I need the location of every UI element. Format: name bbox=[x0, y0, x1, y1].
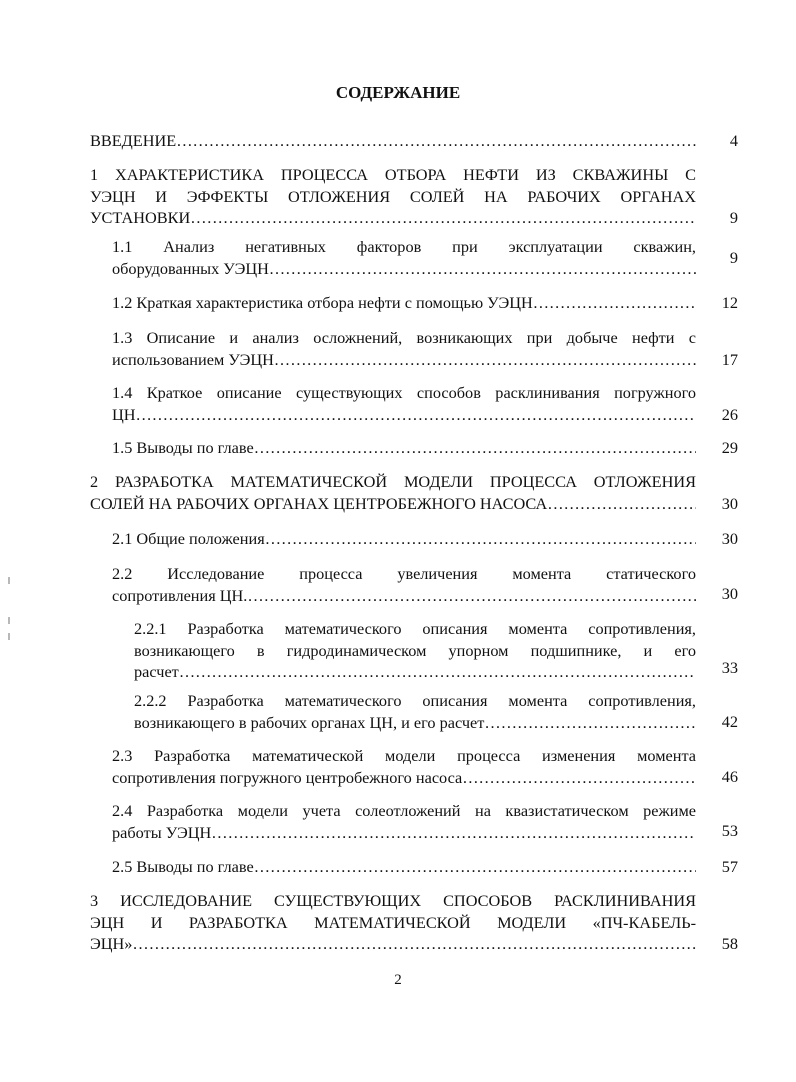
toc-line: 2.2.2 Разработка математического описания момента сопротивления, bbox=[134, 691, 696, 710]
scan-margin-mark bbox=[8, 577, 10, 584]
toc-line: возникающего в гидродинамическом упорном подшипнике, и его bbox=[134, 640, 696, 660]
dot-leader bbox=[247, 585, 696, 607]
toc-line: 1.1 Анализ негативных факторов при эксплуатации скважин, bbox=[112, 237, 696, 256]
toc-page-number: 30 bbox=[721, 529, 738, 548]
toc-page-number: 9 bbox=[729, 208, 738, 227]
toc-page-number: 30 bbox=[721, 584, 738, 603]
toc-entry[interactable] bbox=[90, 164, 696, 229]
toc-text: 1.2 Краткая характеристика отбора нефти с помощью УЭЦН bbox=[112, 293, 533, 312]
toc-entry[interactable] bbox=[90, 130, 696, 152]
toc-page-number: 26 bbox=[721, 405, 738, 424]
scan-margin-mark bbox=[8, 617, 10, 624]
dot-leader bbox=[265, 528, 696, 550]
toc-line: 2.4 Разработка модели учета солеотложений на квазистатическом режиме bbox=[112, 801, 696, 820]
toc-entry[interactable] bbox=[112, 292, 696, 314]
dot-leader bbox=[547, 493, 696, 515]
dot-leader bbox=[190, 207, 696, 229]
toc-page-number: 42 bbox=[721, 712, 738, 731]
toc-entry[interactable] bbox=[112, 563, 696, 606]
dot-leader bbox=[176, 130, 696, 152]
dot-leader bbox=[274, 349, 696, 371]
dot-leader bbox=[211, 822, 696, 844]
toc-text: ЦН bbox=[112, 404, 136, 424]
page-title: СОДЕРЖАНИЕ bbox=[335, 83, 461, 102]
toc-text: 2.1 Общие положения bbox=[112, 529, 265, 548]
toc-entry[interactable] bbox=[112, 437, 696, 459]
toc-entry[interactable] bbox=[112, 800, 696, 843]
toc-page-number: 57 bbox=[721, 857, 738, 876]
toc-entry[interactable] bbox=[134, 690, 696, 733]
toc-line: 1.4 Краткое описание существующих способов расклинивания погружного bbox=[112, 383, 696, 402]
toc-line bbox=[112, 822, 696, 844]
toc-line bbox=[134, 712, 696, 734]
toc-page-number: 46 bbox=[721, 767, 738, 786]
toc-line bbox=[112, 437, 696, 459]
dot-leader bbox=[462, 767, 696, 789]
toc-text: 2.5 Выводы по главе bbox=[112, 857, 254, 876]
toc-page-number: 12 bbox=[721, 293, 738, 312]
dot-leader bbox=[254, 437, 696, 459]
toc-line: 2.3 Разработка математической модели процесса изменения момента bbox=[112, 746, 696, 765]
toc-line: 3 ИССЛЕДОВАНИЕ СУЩЕСТВУЮЩИХ СПОСОБОВ РАСКЛИНИВАНИЯ bbox=[90, 891, 696, 910]
toc-text: возникающего в рабочих органах ЦН, и его расчет bbox=[134, 712, 485, 732]
toc-text: работы УЭЦН bbox=[112, 822, 212, 842]
page-number: 2 bbox=[394, 972, 402, 988]
toc-line bbox=[112, 856, 696, 878]
toc-page-number: 17 bbox=[721, 350, 738, 369]
toc-line bbox=[134, 661, 696, 683]
toc-page-number: 4 bbox=[729, 131, 738, 150]
toc-page-number: 29 bbox=[721, 438, 738, 457]
toc-entry[interactable] bbox=[134, 618, 696, 683]
toc-page-number: 30 bbox=[721, 494, 738, 513]
toc-text: СОЛЕЙ НА РАБОЧИХ ОРГАНАХ ЦЕНТРОБЕЖНОГО НАСОСА bbox=[90, 493, 548, 513]
toc-line: 2.2 Исследование процесса увеличения момента статического bbox=[112, 564, 696, 583]
dot-leader bbox=[136, 404, 696, 426]
toc-text: оборудованных УЭЦН bbox=[112, 258, 269, 278]
toc-line bbox=[112, 292, 696, 314]
toc-line: 2.2.1 Разработка математического описания момента сопротивления, bbox=[134, 619, 696, 638]
toc-text: ВВЕДЕНИЕ bbox=[90, 131, 177, 150]
dot-leader bbox=[179, 661, 696, 683]
toc-line: 1 ХАРАКТЕРИСТИКА ПРОЦЕССА ОТБОРА НЕФТИ ИЗ СКВАЖИНЫ С bbox=[90, 165, 696, 184]
toc-entry[interactable] bbox=[112, 327, 696, 370]
toc-page-number: 9 bbox=[729, 248, 738, 267]
toc-text: 1.5 Выводы по главе bbox=[112, 438, 254, 457]
dot-leader bbox=[533, 292, 696, 314]
toc-entry[interactable] bbox=[112, 236, 696, 279]
toc-line: ЭЦН И РАЗРАБОТКА МАТЕМАТИЧЕСКОЙ МОДЕЛИ «ПЧ-КАБЕЛЬ- bbox=[90, 912, 696, 932]
toc-page-number: 53 bbox=[721, 821, 738, 840]
toc-line bbox=[112, 767, 696, 789]
dot-leader bbox=[484, 712, 696, 734]
scan-margin-mark bbox=[8, 633, 10, 640]
dot-leader bbox=[132, 933, 696, 955]
dot-leader bbox=[254, 856, 696, 878]
toc-entry[interactable] bbox=[112, 382, 696, 425]
toc-entry[interactable] bbox=[112, 856, 696, 878]
toc-line bbox=[90, 207, 696, 229]
toc-text: использованием УЭЦН bbox=[112, 349, 274, 369]
toc-entry[interactable] bbox=[112, 528, 696, 550]
toc-line bbox=[112, 585, 696, 607]
toc-line: 1.3 Описание и анализ осложнений, возникающих при добыче нефти с bbox=[112, 328, 696, 347]
toc-line bbox=[112, 258, 696, 280]
toc-line bbox=[90, 933, 696, 955]
toc-page-number: 33 bbox=[721, 658, 738, 677]
toc-line bbox=[112, 528, 696, 550]
dot-leader bbox=[269, 258, 696, 280]
toc-line: УЭЦН И ЭФФЕКТЫ ОТЛОЖЕНИЯ СОЛЕЙ НА РАБОЧИХ ОРГАНАХ bbox=[90, 186, 696, 206]
toc-text: ЭЦН» bbox=[90, 934, 133, 953]
toc-text: УСТАНОВКИ bbox=[90, 208, 191, 227]
toc-text: сопротивления ЦН. bbox=[112, 585, 248, 605]
toc-line bbox=[90, 130, 696, 152]
toc-line: 2 РАЗРАБОТКА МАТЕМАТИЧЕСКОЙ МОДЕЛИ ПРОЦЕССА ОТЛОЖЕНИЯ bbox=[90, 472, 696, 491]
toc-page-number: 58 bbox=[721, 934, 738, 953]
toc-line bbox=[112, 349, 696, 371]
toc-entry[interactable] bbox=[112, 745, 696, 788]
toc-text: сопротивления погружного центробежного насоса bbox=[112, 767, 463, 787]
toc-line bbox=[112, 404, 696, 426]
toc-entry[interactable] bbox=[90, 890, 696, 955]
toc-text: расчет bbox=[134, 662, 179, 681]
toc-entry[interactable] bbox=[90, 471, 696, 514]
toc-line bbox=[90, 493, 696, 515]
